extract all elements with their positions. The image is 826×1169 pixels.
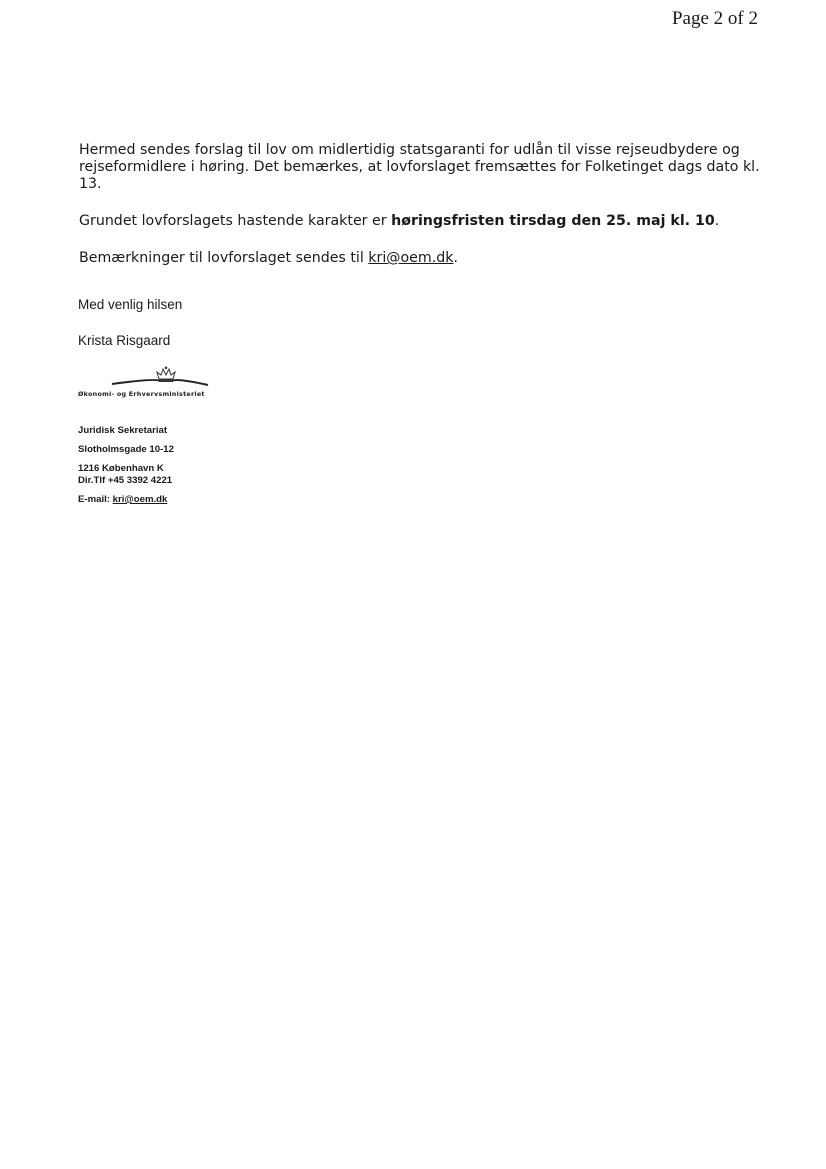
contact-email-link[interactable]: kri@oem.dk bbox=[112, 494, 168, 505]
ministry-name: Økonomi- og Erhvervsministeriet bbox=[78, 390, 205, 398]
comments-email-link[interactable]: kri@oem.dk bbox=[368, 250, 454, 266]
deadline-text: Grundet lovforslagets hastende karakter er bbox=[79, 213, 392, 229]
intro-paragraph: Hermed sendes forslag til lov om midlertidig statsgaranti for udlån til visse rejseudbydere og rejseformidlere i høring. Det bemærkes, at lovforslaget fremsættes for Folketinget dags dato kl. 13. bbox=[79, 142, 760, 192]
crown-icon bbox=[76, 366, 248, 390]
deadline-paragraph bbox=[79, 213, 769, 230]
email-label: E-mail: bbox=[78, 494, 113, 505]
department: Juridisk Sekretariat bbox=[78, 425, 168, 436]
deadline-emphasis: høringsfristen tirsdag den 25. maj kl. 10 bbox=[391, 213, 715, 229]
contact-email-line bbox=[78, 494, 174, 506]
signer-name: Krista Risgaard bbox=[78, 333, 171, 348]
comments-paragraph bbox=[79, 250, 769, 267]
ministry-logo bbox=[76, 366, 248, 404]
deadline-end: . bbox=[714, 213, 720, 229]
phone-number: Dir.Tlf +45 3392 4221 bbox=[78, 475, 173, 486]
postal-address: 1216 København K bbox=[78, 463, 164, 474]
comments-text: Bemærkninger til lovforslaget sendes til bbox=[79, 250, 369, 266]
contact-block bbox=[78, 425, 174, 506]
page-number: Page 2 of 2 bbox=[671, 8, 758, 29]
closing-greeting: Med venlig hilsen bbox=[78, 297, 183, 312]
comments-end: . bbox=[453, 250, 458, 266]
street-address: Slotholmsgade 10-12 bbox=[78, 444, 174, 455]
